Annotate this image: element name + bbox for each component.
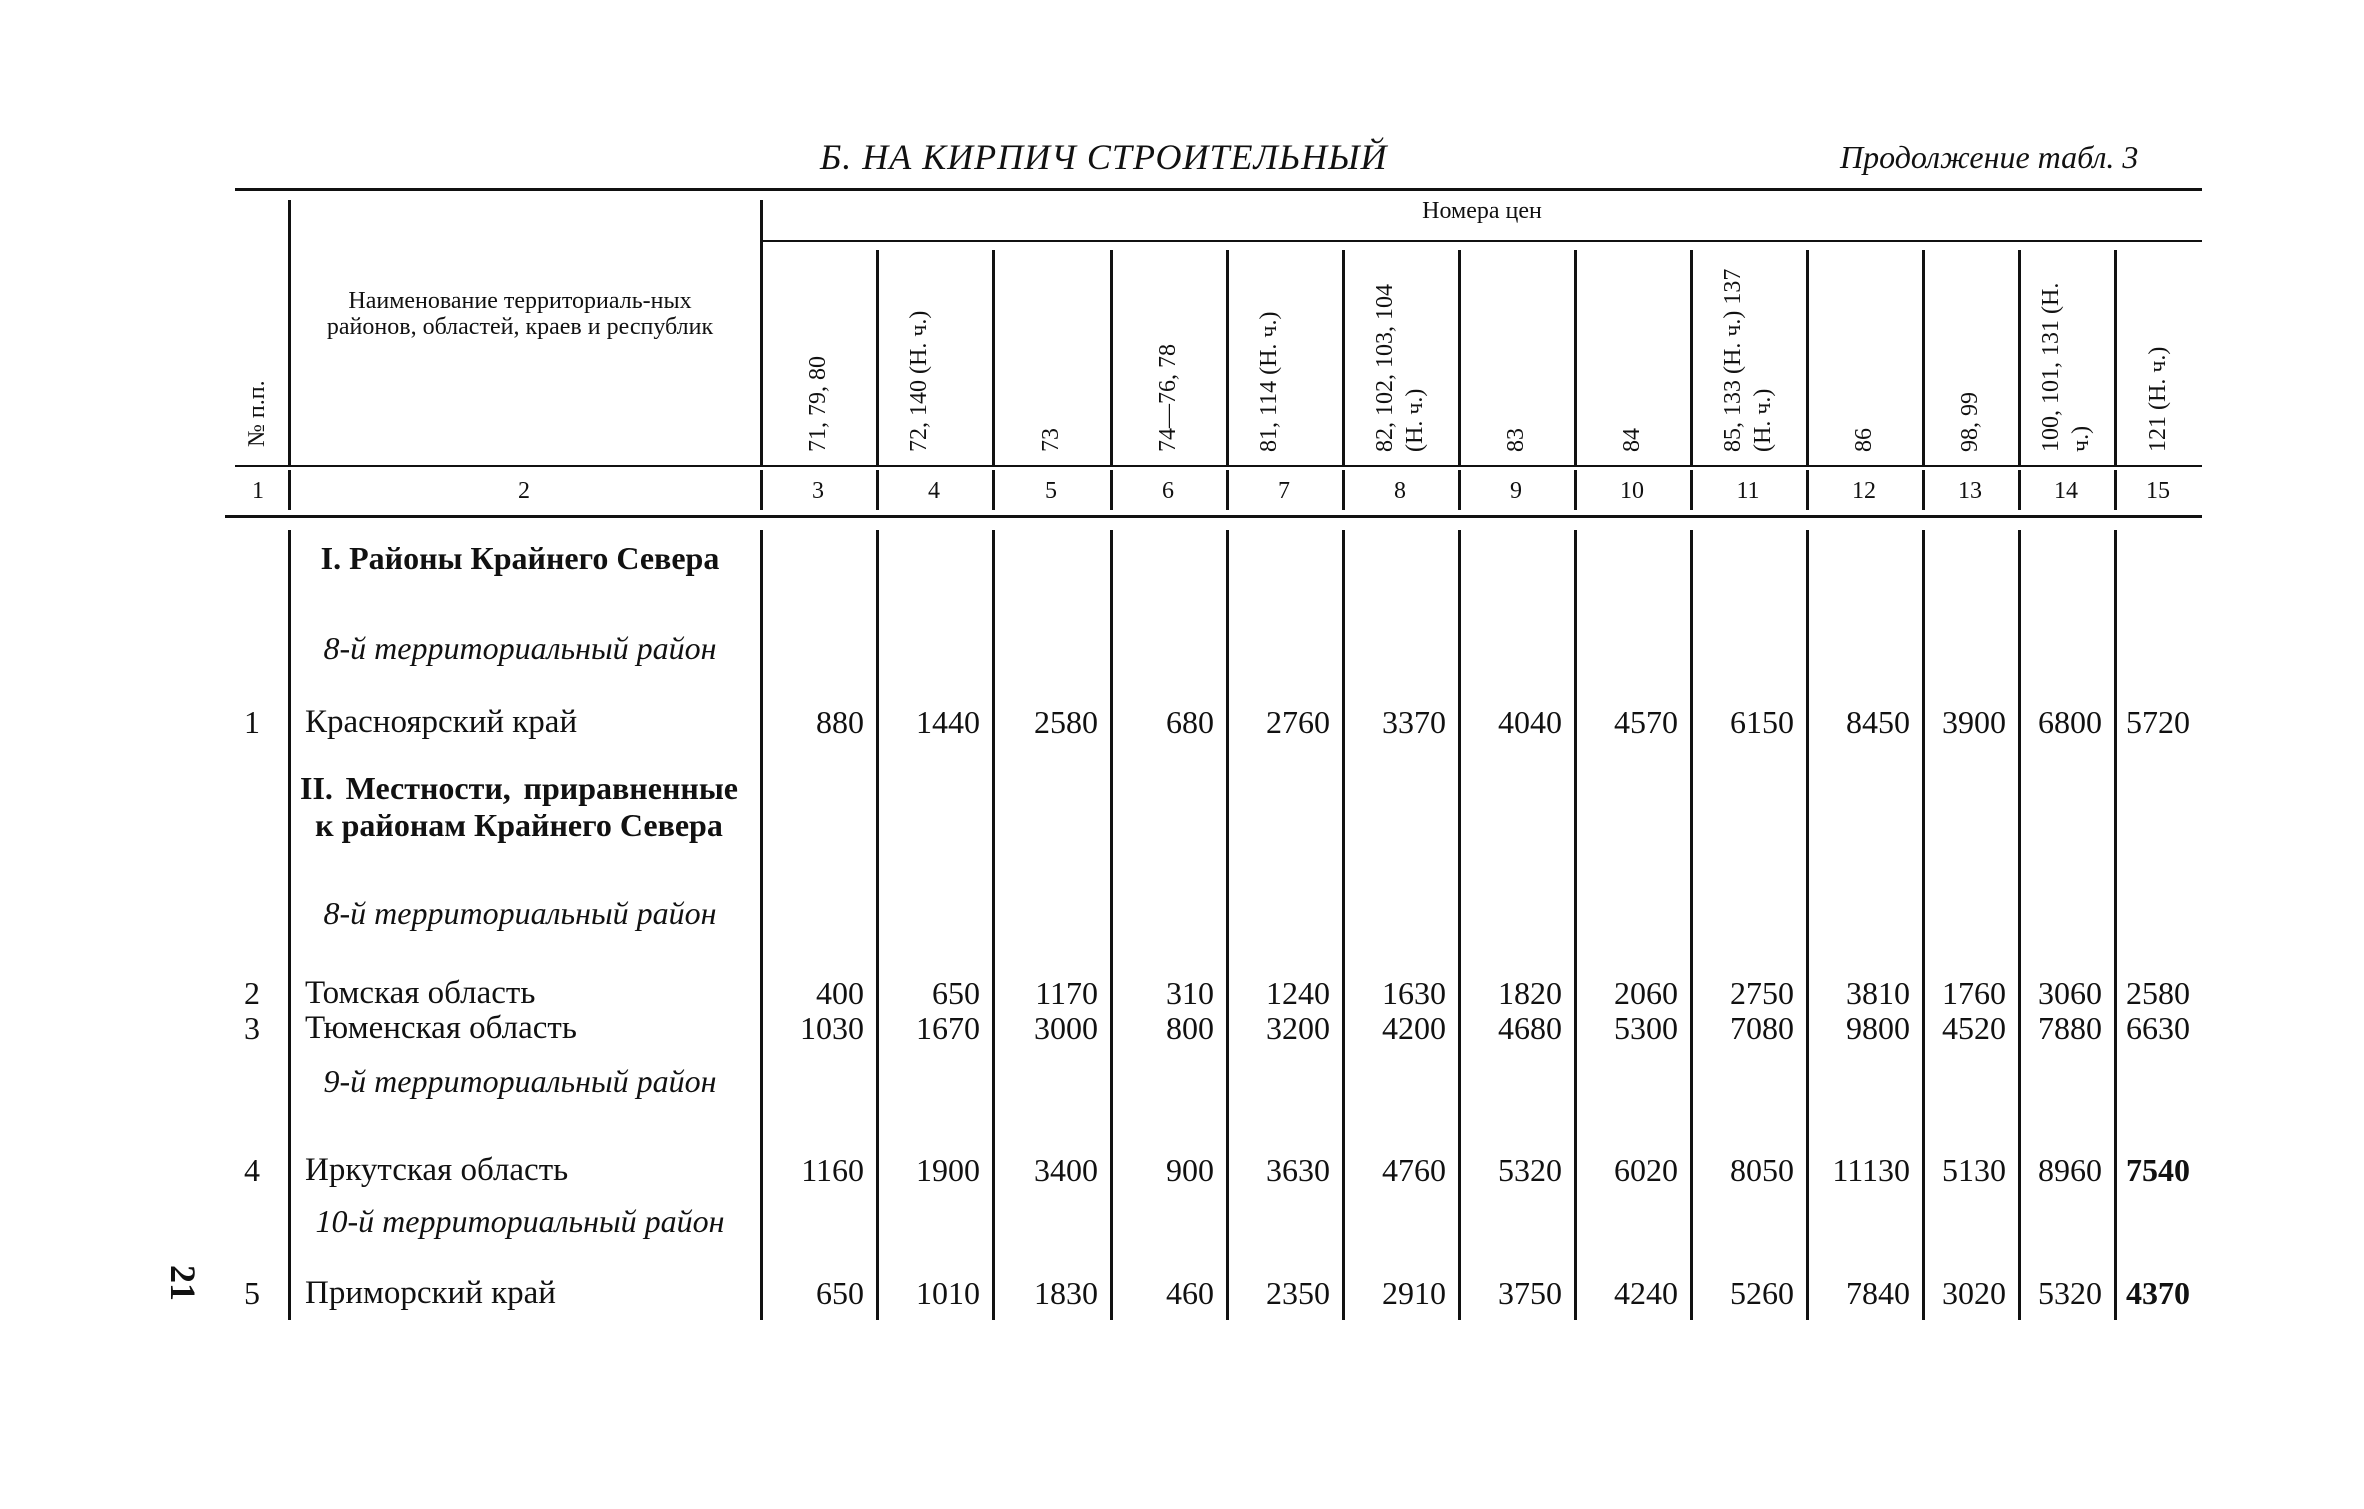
row-number: 3 [244, 1010, 260, 1046]
price-column-header: 85, 133 (Н. ч.) 137 (Н. ч.) [1720, 268, 1776, 452]
header-separator [1574, 250, 1577, 465]
price-cell: 5260 [1730, 1275, 1794, 1311]
subsection-heading-4: 10-й территориальный район [315, 1203, 725, 1239]
column-number: 12 [1852, 478, 1876, 504]
header-separator [1458, 250, 1461, 465]
price-cell: 310 [1166, 975, 1214, 1011]
price-cell: 3400 [1034, 1152, 1098, 1188]
price-column-header: 83 [1503, 428, 1529, 452]
price-column-header: 73 [1038, 428, 1064, 452]
price-cell: 5720 [2126, 704, 2190, 740]
price-cell: 11130 [1832, 1152, 1910, 1188]
price-cell: 1160 [801, 1152, 864, 1188]
price-cell: 4520 [1942, 1010, 2006, 1046]
number-row-separator [1690, 470, 1693, 510]
header-separator [760, 200, 763, 465]
number-row-separator [2114, 470, 2117, 510]
section-heading-2: II. Местности, приравненные к районам Крайнего Севера [300, 770, 738, 843]
price-column-header: 121 (Н. ч.) [2145, 346, 2171, 452]
header-bottom-rule [235, 465, 2202, 467]
column-number: 14 [2054, 478, 2078, 504]
price-cell: 3810 [1846, 975, 1910, 1011]
body-separator [2018, 530, 2021, 1320]
price-cell: 2350 [1266, 1275, 1330, 1311]
header-separator [1226, 250, 1229, 465]
price-cell: 5320 [1498, 1152, 1562, 1188]
price-cell: 1240 [1266, 975, 1330, 1011]
price-cell: 1440 [916, 704, 980, 740]
page-number: 21 [163, 1265, 203, 1301]
column-number: 6 [1162, 478, 1174, 504]
price-cell: 900 [1166, 1152, 1214, 1188]
column-number: 15 [2146, 478, 2170, 504]
column-number: 3 [812, 478, 824, 504]
body-separator [992, 530, 995, 1320]
body-separator [1342, 530, 1345, 1320]
price-cell: 4240 [1614, 1275, 1678, 1311]
group-header-rule [762, 240, 2202, 242]
price-cell: 6630 [2126, 1010, 2190, 1046]
price-column-header: 84 [1619, 428, 1645, 452]
price-cell: 2060 [1614, 975, 1678, 1011]
price-cell: 1670 [916, 1010, 980, 1046]
price-cell: 1030 [800, 1010, 864, 1046]
price-cell: 1010 [916, 1275, 980, 1311]
price-cell: 650 [816, 1275, 864, 1311]
row-number: 5 [244, 1275, 260, 1311]
header-separator [1806, 250, 1809, 465]
continuation-note: Продолжение табл. 3 [1840, 139, 2139, 175]
number-row-separator [1458, 470, 1461, 510]
price-cell: 4370 [2126, 1275, 2190, 1311]
price-cell: 4570 [1614, 704, 1678, 740]
price-column-header: 98, 99 [1957, 392, 1983, 452]
header-separator [1690, 250, 1693, 465]
column-number: 5 [1045, 478, 1057, 504]
price-cell: 400 [816, 975, 864, 1011]
price-cell: 8450 [1846, 704, 1910, 740]
row-number: 4 [244, 1152, 260, 1188]
price-cell: 1900 [916, 1152, 980, 1188]
number-row-separator [1806, 470, 1809, 510]
region-name: Томская область [305, 975, 536, 1011]
header-separator [2018, 250, 2021, 465]
number-row-separator [1922, 470, 1925, 510]
price-cell: 6150 [1730, 704, 1794, 740]
column-number: 11 [1736, 478, 1760, 504]
column-number: 8 [1394, 478, 1406, 504]
price-cell: 1170 [1035, 975, 1098, 1011]
price-cell: 1630 [1382, 975, 1446, 1011]
region-name: Приморский край [305, 1275, 556, 1311]
price-cell: 3060 [2038, 975, 2102, 1011]
price-cell: 880 [816, 704, 864, 740]
price-cell: 3630 [1266, 1152, 1330, 1188]
price-cell: 2910 [1382, 1275, 1446, 1311]
number-row-separator [1226, 470, 1229, 510]
price-cell: 4200 [1382, 1010, 1446, 1046]
price-cell: 460 [1166, 1275, 1214, 1311]
body-separator [1922, 530, 1925, 1320]
body-separator [760, 530, 763, 1320]
number-row-separator [876, 470, 879, 510]
price-column-header: 82, 102, 103, 104 (Н. ч.) [1372, 284, 1428, 452]
body-separator [2114, 530, 2117, 1320]
region-name: Красноярский край [305, 704, 578, 740]
column-number: 7 [1278, 478, 1290, 504]
price-cell: 4680 [1498, 1010, 1562, 1046]
number-row-separator [2018, 470, 2021, 510]
price-cell: 6800 [2038, 704, 2102, 740]
column-number: 10 [1620, 478, 1644, 504]
subsection-heading-3: 9-й территориальный район [323, 1063, 717, 1099]
price-cell: 3200 [1266, 1010, 1330, 1046]
price-cell: 7540 [2126, 1152, 2190, 1188]
price-cell: 7840 [1846, 1275, 1910, 1311]
header-separator [1342, 250, 1345, 465]
number-row-separator [760, 470, 763, 510]
body-separator [1574, 530, 1577, 1320]
column-number: 1 [252, 478, 264, 504]
price-cell: 2580 [2126, 975, 2190, 1011]
price-cell: 3900 [1942, 704, 2006, 740]
column-number: 13 [1958, 478, 1982, 504]
price-cell: 3370 [1382, 704, 1446, 740]
table-top-rule [235, 188, 2202, 191]
price-cell: 1830 [1034, 1275, 1098, 1311]
price-cell: 2580 [1034, 704, 1098, 740]
price-cell: 3000 [1034, 1010, 1098, 1046]
column-number: 2 [518, 478, 530, 504]
price-cell: 6020 [1614, 1152, 1678, 1188]
number-row-separator [992, 470, 995, 510]
body-separator [1458, 530, 1461, 1320]
row-number: 2 [244, 975, 260, 1011]
group-header: Номера цен [1422, 198, 1542, 224]
page-title: Б. НА КИРПИЧ СТРОИТЕЛЬНЫЙ [820, 137, 1388, 177]
subsection-heading-2: 8-й территориальный район [323, 895, 717, 931]
price-cell: 4760 [1382, 1152, 1446, 1188]
price-cell: 8960 [2038, 1152, 2102, 1188]
body-separator [876, 530, 879, 1320]
price-cell: 2750 [1730, 975, 1794, 1011]
region-name: Тюменская область [305, 1010, 577, 1046]
col-name-header: Наименование территориаль-ных районов, областей, краев и республик [326, 288, 714, 340]
number-row-separator [1110, 470, 1113, 510]
price-column-header: 86 [1851, 428, 1877, 452]
col-no-header: № п.п. [244, 380, 270, 447]
price-cell: 800 [1166, 1010, 1214, 1046]
price-cell: 680 [1166, 704, 1214, 740]
column-number: 4 [928, 478, 940, 504]
header-separator [1110, 250, 1113, 465]
price-column-header: 100, 101, 131 (Н. ч.) [2038, 282, 2094, 452]
subsection-heading-1: 8-й территориальный район [323, 630, 717, 666]
body-separator [1690, 530, 1693, 1320]
price-cell: 4040 [1498, 704, 1562, 740]
price-column-header: 81, 114 (Н. ч.) [1256, 311, 1282, 452]
section-heading-1: I. Районы Крайнего Севера [320, 540, 720, 576]
price-cell: 8050 [1730, 1152, 1794, 1188]
price-cell: 650 [932, 975, 980, 1011]
header-separator [288, 200, 291, 465]
region-name: Иркутская область [305, 1152, 569, 1188]
body-separator [1226, 530, 1229, 1320]
number-row-separator [1574, 470, 1577, 510]
price-cell: 5300 [1614, 1010, 1678, 1046]
number-row-separator [1342, 470, 1345, 510]
header-separator [992, 250, 995, 465]
header-separator [1922, 250, 1925, 465]
header-separator [876, 250, 879, 465]
body-separator [1110, 530, 1113, 1320]
price-cell: 1820 [1498, 975, 1562, 1011]
price-cell: 9800 [1846, 1010, 1910, 1046]
price-column-header: 72, 140 (Н. ч.) [906, 310, 932, 452]
price-cell: 7880 [2038, 1010, 2102, 1046]
price-cell: 5320 [2038, 1275, 2102, 1311]
column-number-rule [225, 515, 2202, 518]
body-separator [288, 530, 291, 1320]
body-separator [1806, 530, 1809, 1320]
price-cell: 7080 [1730, 1010, 1794, 1046]
price-cell: 1760 [1942, 975, 2006, 1011]
price-cell: 2760 [1266, 704, 1330, 740]
header-separator [2114, 250, 2117, 465]
price-cell: 3750 [1498, 1275, 1562, 1311]
price-column-header: 74—76, 78 [1155, 344, 1181, 452]
row-number: 1 [244, 704, 260, 740]
price-cell: 3020 [1942, 1275, 2006, 1311]
price-column-header: 71, 79, 80 [805, 356, 831, 452]
price-cell: 5130 [1942, 1152, 2006, 1188]
column-number: 9 [1510, 478, 1522, 504]
